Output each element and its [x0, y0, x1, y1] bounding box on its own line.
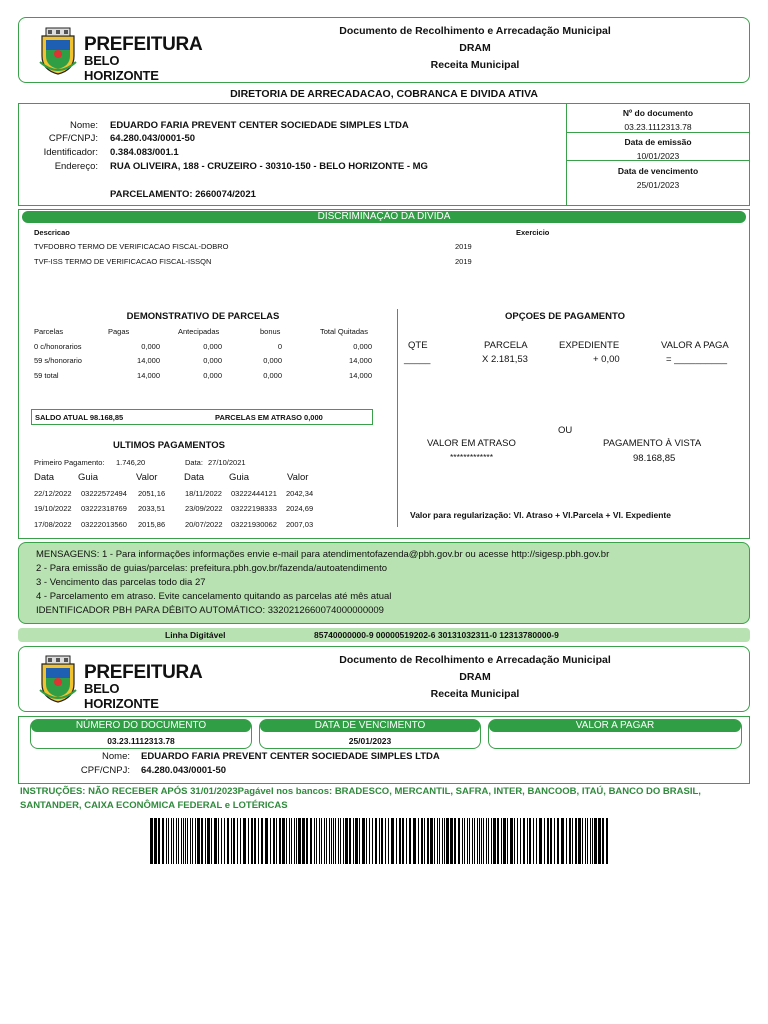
current-balance: SALDO ATUAL 98.168,85: [35, 413, 124, 422]
logo-title: PREFEITURA: [84, 662, 203, 683]
regularization-note: Valor para regularização: Vl. Atraso + Vl.Parcela + Vl. Expediente: [410, 510, 671, 520]
inst-cell: 0,000: [203, 342, 222, 351]
name-label: Nome:: [70, 120, 98, 131]
lp-cell: 22/12/2022: [34, 489, 72, 498]
lp-header: Guia: [229, 472, 250, 483]
stub-cpf-label: CPF/CNPJ:: [80, 765, 130, 776]
taxpayer-address: RUA OLIVEIRA, 188 - CRUZEIRO - 30310-150 - BELO HORIZONTE - MG: [110, 161, 428, 172]
doc-number-label: Nº do documento: [622, 108, 694, 118]
address-label: Endereço:: [54, 161, 98, 172]
header-title-line3: Receita Municipal: [430, 59, 520, 71]
stub-doc-number-label: NÚMERO DO DOCUMENTO: [31, 720, 251, 732]
overdue-installments: PARCELAS EM ATRASO 0,000: [215, 413, 323, 422]
lp-cell: 03222444121: [231, 489, 277, 498]
lp-header: Data: [184, 472, 205, 483]
inst-cell: 0,000: [263, 356, 282, 365]
header-title-line2: DRAM: [459, 42, 491, 54]
lp-cell: 2024,69: [286, 504, 314, 513]
stub-cpf: 64.280.043/0001-50: [141, 765, 227, 776]
lp-cell: 03222198333: [231, 504, 277, 513]
inst-cell: 0,000: [203, 356, 222, 365]
stub-doc-number: 03.23.1112313.78: [107, 736, 175, 746]
inst-cell: 59 total: [34, 371, 59, 380]
stub-name-label: Nome:: [102, 751, 130, 762]
due-date: 25/01/2023: [636, 180, 680, 190]
pay-header-installment: PARCELA: [484, 340, 528, 351]
coat-of-arms-icon: [38, 26, 78, 76]
cash-payment-value: 98.168,85: [633, 453, 676, 464]
digitable-line-value: 85740000000-9 00000519202-6 30131032311-0 12313780000-9: [314, 630, 559, 640]
pay-header-qty: QTE: [408, 340, 428, 351]
instructions-line2: SANTANDER, CAIXA ECONÔMICA FEDERAL e LOTÉRICAS: [20, 800, 288, 811]
inst-cell: 14,000: [137, 356, 160, 365]
lp-header: Valor: [136, 472, 158, 483]
or-label: OU: [558, 425, 573, 436]
lp-cell: 03221930062: [231, 520, 277, 529]
section-divider: [397, 309, 398, 527]
lp-cell: 17/08/2022: [34, 520, 72, 529]
lp-header: Guia: [78, 472, 99, 483]
stub-title-line1: Documento de Recolhimento e Arrecadação Municipal: [339, 654, 611, 666]
lp-cell: 03222013560: [81, 520, 127, 529]
logo-subtitle: BELO HORIZONTE: [84, 53, 159, 83]
logo-subtitle: BELO HORIZONTE: [84, 681, 159, 711]
inst-header: Parcelas: [34, 327, 64, 336]
debt-row-year: 2019: [455, 257, 472, 266]
message-line: MENSAGENS: 1 - Para informações informações envie e-mail para atendimentofazenda@pbh.gov.br ou acesse http://sigesp.pbh.gov.br: [36, 549, 610, 560]
lp-cell: 2033,51: [138, 504, 166, 513]
message-line: 3 - Vencimento das parcelas todo dia 27: [36, 577, 206, 588]
cash-payment-label: PAGAMENTO À VISTA: [603, 438, 702, 449]
debt-col-year: Exercicio: [516, 228, 550, 237]
taxpayer-name: EDUARDO FARIA PREVENT CENTER SOCIEDADE SIMPLES LTDA: [110, 120, 409, 131]
message-line: 2 - Para emissão de guias/parcelas: prefeitura.pbh.gov.br/fazenda/autoatendimento: [36, 563, 388, 574]
lp-cell: 2015,86: [138, 520, 166, 529]
stub-due-date-label: DATA DE VENCIMENTO: [260, 720, 480, 732]
overdue-value: *************: [450, 452, 494, 462]
pay-value-installment: X 2.181,53: [482, 354, 528, 365]
message-line: IDENTIFICADOR PBH PARA DÉBITO AUTOMÁTICO: 3320212660074000000009: [36, 605, 384, 616]
lp-header: Valor: [287, 472, 309, 483]
cpf-label: CPF/CNPJ:: [48, 133, 98, 144]
instructions-line1: INSTRUÇÕES: NÃO RECEBER APÓS 31/01/2023Pagável nos bancos: BRADESCO, MERCANTIL, SAFRA, INTER, BANCOOB, ITAÚ, BANCO DO BRASIL,: [20, 786, 701, 797]
lp-cell: 2051,16: [138, 489, 166, 498]
coat-of-arms-icon: [38, 654, 78, 704]
overdue-value-label: VALOR EM ATRASO: [427, 438, 516, 449]
lp-cell: 19/10/2022: [34, 504, 72, 513]
issue-date: 10/01/2023: [636, 151, 680, 161]
lp-cell: 2042,34: [286, 489, 314, 498]
inst-cell: 0,000: [203, 371, 222, 380]
lp-cell: 23/09/2022: [185, 504, 223, 513]
inst-cell: 0,000: [263, 371, 282, 380]
debt-row-year: 2019: [455, 242, 472, 251]
first-payment-value: 1.746,20: [116, 458, 146, 467]
header-title-line1: Documento de Recolhimento e Arrecadação Municipal: [339, 25, 611, 37]
taxpayer-identifier: 0.384.083/001.1: [110, 147, 179, 158]
inst-cell: 14,000: [349, 371, 372, 380]
inst-cell: 0 c/honorarios: [34, 342, 82, 351]
inst-cell: 0: [277, 342, 282, 351]
inst-cell: 14,000: [137, 371, 160, 380]
inst-header: Pagas: [108, 327, 130, 336]
pay-value-expedient: + 0,00: [593, 354, 620, 365]
message-line: 4 - Parcelamento em atraso. Evite cancelamento quitando as parcelas até mês atual: [36, 591, 392, 602]
stub-logo: [38, 654, 203, 711]
digitable-line-label: Linha Digitável: [165, 630, 226, 640]
pay-header-amount: VALOR A PAGA: [661, 340, 729, 351]
first-payment-label: Primeiro Pagamento:: [34, 458, 105, 467]
debt-col-desc: Descricao: [34, 228, 70, 237]
inst-cell: 14,000: [349, 356, 372, 365]
stub-name: EDUARDO FARIA PREVENT CENTER SOCIEDADE SIMPLES LTDA: [141, 751, 440, 762]
pay-value-amount: = __________: [666, 354, 728, 365]
doc-number: 03.23.1112313.78: [624, 122, 692, 132]
lp-header: Data: [34, 472, 55, 483]
pay-value-qty: _____: [404, 354, 431, 365]
last-payments-title: ULTIMOS PAGAMENTOS: [113, 440, 225, 451]
lp-cell: 03222318769: [81, 504, 127, 513]
installments-title: DEMONSTRATIVO DE PARCELAS: [126, 311, 280, 322]
stub-title-line3: Receita Municipal: [430, 688, 520, 700]
stub-amount-label: VALOR A PAGAR: [489, 720, 741, 732]
logo-title: PREFEITURA: [84, 34, 203, 55]
first-payment-date-label: Data:: [185, 458, 203, 467]
lp-cell: 20/07/2022: [185, 520, 223, 529]
lp-cell: 2007,03: [286, 520, 314, 529]
inst-header: bonus: [260, 327, 281, 336]
logo: [38, 26, 203, 83]
inst-header: Antecipadas: [178, 327, 220, 336]
debt-section-title: DISCRIMINAÇÃO DA DIVIDA: [22, 211, 746, 223]
lp-cell: 18/11/2022: [185, 489, 222, 498]
taxpayer-cpf: 64.280.043/0001-50: [110, 133, 196, 144]
inst-cell: 0,000: [141, 342, 160, 351]
pay-header-expedient: EXPEDIENTE: [559, 340, 620, 351]
debt-row-desc: TVF-ISS TERMO DE VERIFICACAO FISCAL-ISSQN: [34, 257, 212, 266]
identifier-label: Identificador:: [43, 147, 98, 158]
inst-header: Total Quitadas: [320, 327, 368, 336]
payment-options-title: OPÇOES DE PAGAMENTO: [505, 311, 625, 322]
installment-number: PARCELAMENTO: 2660074/2021: [110, 189, 256, 200]
lp-cell: 03222572494: [81, 489, 127, 498]
barcode: [150, 818, 610, 864]
debt-row-desc: TVFDOBRO TERMO DE VERIFICACAO FISCAL-DOBRO: [34, 242, 229, 251]
due-date-label: Data de vencimento: [617, 166, 699, 176]
first-payment-date: 27/10/2021: [208, 458, 246, 467]
stub-due-date: 25/01/2023: [348, 736, 392, 746]
stub-title-line2: DRAM: [459, 671, 491, 683]
inst-cell: 59 s/honorario: [34, 356, 82, 365]
issue-date-label: Data de emissão: [624, 137, 692, 147]
inst-cell: 0,000: [353, 342, 372, 351]
directorate-title: DIRETORIA DE ARRECADACAO, COBRANCA E DIVIDA ATIVA: [230, 88, 538, 100]
